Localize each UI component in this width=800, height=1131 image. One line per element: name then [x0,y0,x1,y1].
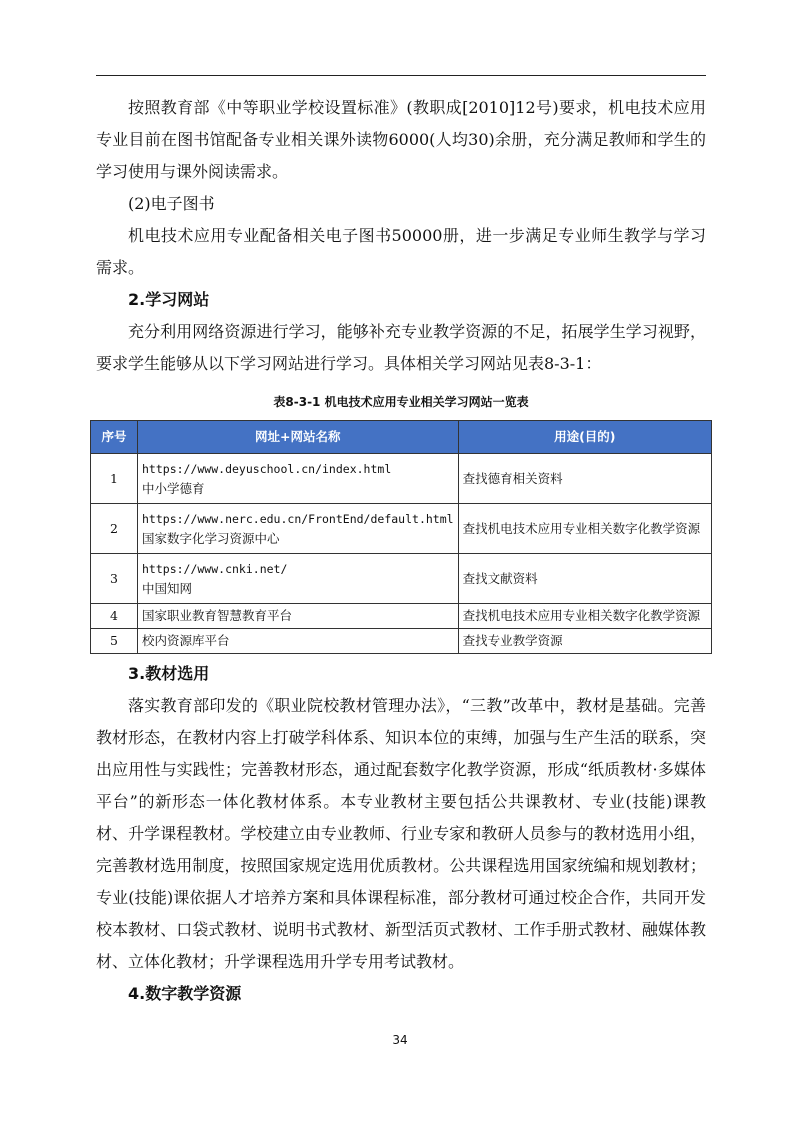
row-site [138,554,459,604]
row-purpose: 查找机电技术应用专业相关数字化教学资源 [458,504,711,554]
row-site [138,454,459,504]
site-url[interactable]: https://www.nerc.edu.cn/FrontEnd/default.html [142,511,454,526]
page-content [96,92,706,1010]
row-index: 2 [91,504,138,554]
row-purpose: 查找德育相关资料 [458,454,711,504]
table-row [91,454,712,504]
site-name: 中小学德育 [142,480,205,496]
table-caption: 表8-3-1 机电技术应用专业相关学习网站一览表 [273,395,529,409]
paragraph-ebooks: 机电技术应用专业配备相关电子图书50000册，进一步满足专业师生教学与学习需求。 [96,226,706,277]
subheading-ebooks: (2)电子图书 [128,194,215,213]
paragraph-learning-websites: 充分利用网络资源进行学习，能够补充专业教学资源的不足，拓展学生学习视野，要求学生能够从以下学习网站进行学习。具体相关学习网站见表8-3-1： [96,322,706,373]
table-row [91,554,712,604]
heading-learning-websites: 2.学习网站 [128,290,210,309]
table-header-row [91,421,712,454]
heading-textbook-selection: 3.教材选用 [128,664,210,683]
row-index: 3 [91,554,138,604]
site-url[interactable]: https://www.cnki.net/ [142,561,288,576]
site-url[interactable]: https://www.deyuschool.cn/index.html [142,461,392,476]
row-purpose: 查找文献资料 [458,554,711,604]
row-index: 1 [91,454,138,504]
site-name: 校内资源库平台 [138,629,459,654]
row-purpose: 查找专业教学资源 [458,629,711,654]
header-rule [96,75,706,76]
websites-table [90,420,712,654]
row-site [138,504,459,554]
row-index: 4 [91,604,138,629]
table-row [91,629,712,654]
row-index: 5 [91,629,138,654]
header-site: 网址+网站名称 [138,421,459,454]
site-name: 中国知网 [142,580,193,596]
heading-digital-resources: 4.数字教学资源 [128,984,242,1003]
table-row [91,604,712,629]
site-name: 国家职业教育智慧教育平台 [138,604,459,629]
row-purpose: 查找机电技术应用专业相关数字化教学资源 [458,604,711,629]
page-number: 34 [392,1033,408,1047]
paragraph-library-books: 按照教育部《中等职业学校设置标准》(教职成[2010]12号)要求，机电技术应用专业目前在图书馆配备专业相关课外读物6000(人均30)余册，充分满足教师和学生的学习使用与课外阅读需求。 [96,98,706,181]
header-index: 序号 [91,421,138,454]
paragraph-textbook-selection: 落实教育部印发的《职业院校教材管理办法》，“三教”改革中，教材是基础。完善教材形态，在教材内容上打破学科体系、知识本位的束缚，加强与生产生活的联系，突出应用性与实践性；完善教材形态，通过配套数字化教学资源，形成“纸质教材·多媒体平台”的新形态一体化教材体系。本专业教材主要包括公共课教材、专业(技能)课教材、升学课程教材。学校建立由专业教师、行业专家和教研人员参与的教材选用小组，完善教材选用制度，按照国家规定选用优质教材。公共课程选用国家统编和规划教材；专业(技能)课依据人才培养方案和具体课程标准，部分教材可通过校企合作，共同开发校本教材、口袋式教材、说明书式教材、新型活页式教材、工作手册式教材、融媒体教材、立体化教材；升学课程选用升学专用考试教材。 [96,696,706,971]
site-name: 国家数字化学习资源中心 [142,530,280,546]
header-purpose: 用途(目的) [458,421,711,454]
table-row [91,504,712,554]
